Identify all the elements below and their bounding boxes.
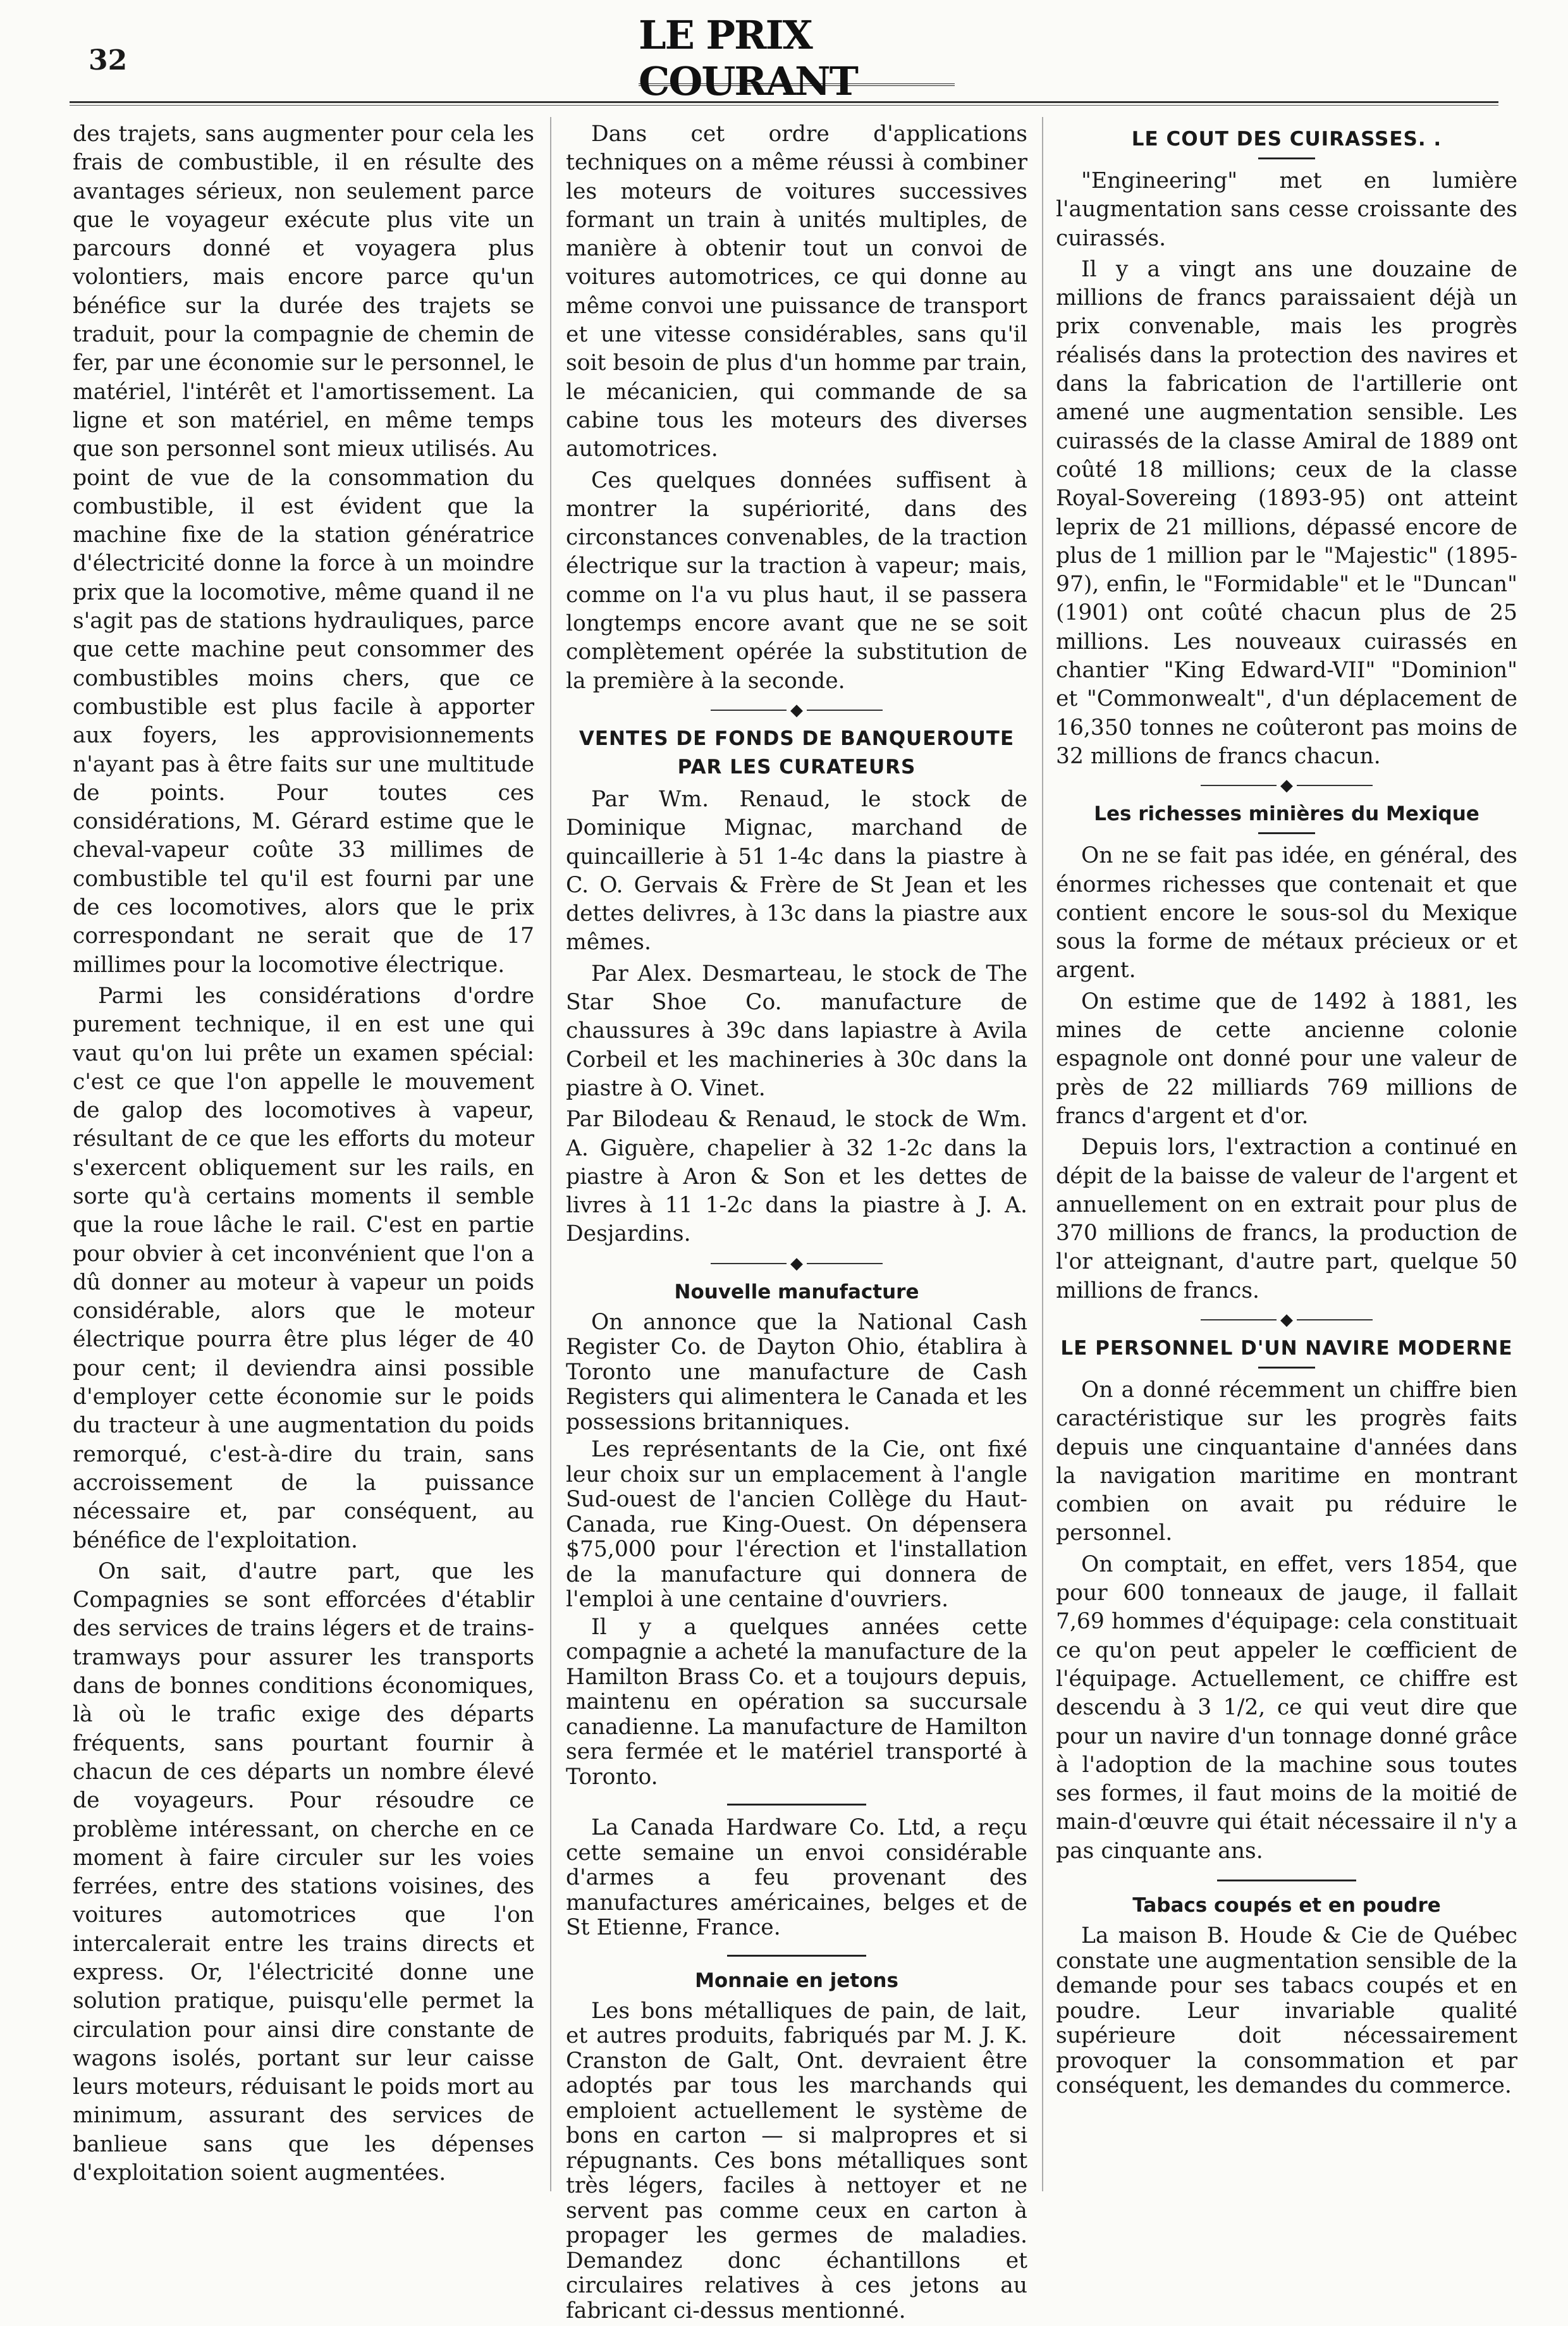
article-paragraph: La Canada Hardware Co. Ltd, a reçu cette semaine un envoi considérable d'armes a feu provenant des manufactures américaines, belges et de St Etienne, France. — [566, 1815, 1027, 1941]
section-heading-cout: LE COUT DES CUIRASSES. . — [1131, 128, 1442, 151]
section-rule — [727, 1955, 866, 1957]
section-ornament: ◆ — [1056, 777, 1517, 794]
article-paragraph: On comptait, en effet, vers 1854, que pour 600 tonneaux de jauge, il fallait 7,69 hommes d'équipage: cela constituait ce qu'on peut appeler le cœfficient de l'équipage. Actuellement, ce chiffre est descendu à 3 1/2, ce qui veut dire que pour un navire d'un tonnage donné grâce à l'adoption de la machine sous toutes ses formes, il faut moins de la moitié de main-d'œuvre qui était nécessaire il n'y a pas cinquante ans. — [1056, 1551, 1517, 1864]
article-paragraph: Depuis lors, l'extraction a continué en dépit de la baisse de valeur de l'argent et annuellement on en extrait pour plus de 370 millions de francs, la production de l'or atteignant, d'autre part, quelque 50 millions de francs. — [1056, 1135, 1517, 1303]
section-rule — [727, 1804, 866, 1806]
article-paragraph: Les représentants de la Cie, ont fixé leur choix sur un emplacement à l'angle Sud-ouest de l'ancien Collège du Haut-Canada, rue King-Ouest. On dépensera $75,000 pour l'érection et l'installation de la manufacture qui donnera de l'emploi à une centaine d'ouvriers. — [566, 1437, 1027, 1613]
section-ornament: ◆ — [566, 702, 1027, 718]
section-heading-manufacture: Nouvelle manufacture — [674, 1280, 919, 1303]
article-paragraph: des trajets, sans augmenter pour cela les frais de combustible, il en résulte des avantages sérieux, non seulement parce que le voyageur exécute plus vite un parcours donné et voyagera plus volontiers, mais encore parce qu'un bénéfice sur la durée des trajets se traduit, pour la compagnie de chemin de fer, par une économie sur le personnel, le matériel, l'intérêt et l'amortissement. La ligne et son matériel, en même temps que son personnel sont mieux utilisés. Au point de vue de la consommation du combustible, il est évident que la machine fixe de la station génératrice d'électricité donne la force à un moindre prix que la locomotive, même quand il ne s'agit pas de stations hydrauliques, parce que cette machine peut consommer des combustibles moins chers, que ce combustible est plus facile à apporter aux foyers, les approvisionnements n'ayant pas à être faits sur une multitude de points. Pour toutes ces considérations, M. Gérard estime que le cheval-vapeur coûte 33 millimes de combustible tel qu'il est fourni par une de ces locomotives, alors que le prix correspondant ne serait que de 17 millimes pour la locomotive électrique. — [73, 121, 534, 978]
section-heading-ventes: VENTES DE FONDS DE BANQUEROUTE PAR LES CURATEURS — [579, 727, 1015, 778]
article-paragraph: Par Bilodeau & Renaud, le stock de Wm. A. Giguère, chapelier à 32 1-2c dans la piastre à Aron & Son et les dettes de livres à 11 1-2c dans la piastre à J. A. Desjardins. — [566, 1107, 1027, 1247]
column-divider — [1042, 117, 1043, 2191]
section-heading-monnaie: Monnaie en jetons — [695, 1969, 898, 1992]
article-paragraph: On annonce que la National Cash Register Co. de Dayton Ohio, établira à Toronto une manufacture de Cash Registers qui alimentera le Canada et les possessions britanniques. — [566, 1309, 1027, 1435]
article-paragraph: Il y a quelques années cette compagnie a acheté la manufacture de la Hamilton Brass Co. et a toujours depuis, maintenu en opération sa succursale canadienne. La manufacture de Hamilton sera fermée et le matériel transporté à Toronto. — [566, 1614, 1027, 1790]
article-paragraph: Dans cet ordre d'applications techniques on a même réussi à combiner les moteurs de voitures successives formant un train à unités multiples, de manière à obtenir tout un convoi de voitures automotrices, ce qui donne au même convoi une puissance de transport et une vitesse considérables, sans qu'il soit besoin de plus d'un homme par train, le mécanicien, qui commande de sa cabine tous les moteurs des diverses automotrices. — [566, 121, 1027, 462]
page-number: 32 — [89, 44, 128, 77]
article-paragraph: Il y a vingt ans une douzaine de millions de francs paraissaient déjà un prix convenable, mais les progrès réalisés dans la protection des navires et dans la fabrication de l'artillerie ont amené une augmentation sensible. Les cuirassés de la classe Amiral de 1889 ont coûté 18 millions; ceux de la classe Royal-Sovereing (1893-95) ont atteint leprix de 21 millions, dépassé encore de plus de 1 million par le "Majestic" (1895-97), enfin, le "Formidable" et le "Duncan" (1901) ont coûté chacun plus de 25 millions. Les nouveaux cuirassés en chantier "King Edward-VII" "Dominion" et "Commonwealt", d'un déplacement de 16,350 tonnes ne coûteront pas moins de 32 millions de francs chacun. — [1056, 256, 1517, 769]
section-heading-mexique: Les richesses minières du Mexique — [1094, 803, 1479, 826]
section-heading-tabacs: Tabacs coupés et en poudre — [1132, 1894, 1441, 1917]
heading-rule — [1258, 157, 1315, 159]
column-1 — [73, 120, 534, 2190]
masthead-logo: LE PRIX COURANT — [639, 33, 955, 86]
header-rule — [70, 101, 1498, 106]
article-paragraph: Par Alex. Desmarteau, le stock de The Star Shoe Co. manufacture de chaussures à 39c dans lapiastre à Avila Corbeil et les machineries à 30c dans la piastre à O. Vinet. — [566, 961, 1027, 1101]
heading-rule — [1258, 832, 1315, 834]
article-paragraph: "Engineering" met en lumière l'augmentation sans cesse croissante des cuirassés. — [1056, 168, 1517, 251]
article-paragraph: Par Wm. Renaud, le stock de Dominique Mignac, marchand de quincaillerie à 51 1-4c dans la piastre à C. O. Gervais & Frère de St Jean et les dettes delivres, à 13c dans la piastre aux mêmes. — [566, 786, 1027, 956]
article-paragraph: On a donné récemment un chiffre bien caractéristique sur les progrès faits depuis une cinquantaine d'années dans la navigation maritime en montrant combien on avait pu réduire le personnel. — [1056, 1377, 1517, 1546]
article-paragraph: La maison B. Houde & Cie de Québec constate une augmentation sensible de la demande pour ses tabacs coupés et en poudre. Leur invariable qualité supérieure doit nécessairement provoquer la consommation et par conséquent, les demandes du commerce. — [1056, 1923, 1517, 2099]
article-paragraph: On ne se fait pas idée, en général, des énormes richesses que contenait et que contient encore le sous-sol du Mexique sous la forme de métaux précieux or et argent. — [1056, 843, 1517, 983]
section-ornament: ◆ — [566, 1255, 1027, 1272]
section-heading-personnel: LE PERSONNEL D'UN NAVIRE MODERNE — [1060, 1336, 1513, 1360]
article-paragraph: Parmi les considérations d'ordre purement technique, il en est une qui vaut qu'on lui prête un examen spécial: c'est ce que l'on appelle le mouvement de galop des locomotives à vapeur, résultant de ce que les efforts du moteur s'exercent obliquement sur les rails, en sorte qu'à certains moments il semble que la roue lâche le rail. C'est en partie pour obvier à cet inconvénient que l'on a dû donner au moteur à vapeur un poids considérable, alors que le moteur électrique pourra être plus léger de 40 pour cent; il deviendra ainsi possible d'employer cette économie sur le poids du tracteur à une augmentation du poids remorqué, c'est-à-dire du train, sans accroissement de la puissance nécessaire et, par conséquent, au bénéfice de l'exploitation. — [73, 983, 534, 1553]
article-paragraph: On sait, d'autre part, que les Compagnies se sont efforcées d'établir des services de trains légers et de trains-tramways pour assurer les transports dans de bonnes conditions économiques, là où le trafic exige des départs fréquents, sans pourtant fournir à chacun de ces départs un nombre élevé de voyageurs. Pour résoudre ce problème intéressant, on cherche en ce moment à faire circuler sur les voies ferrées, entre des stations voisines, des voitures automotrices que l'on intercalerait entre les trains directs et express. Or, l'électricité donne une solution pratique, puisqu'elle permet la circulation pour ainsi dire constante de wagons isolés, portant sur leur caisse leurs moteurs, réduisant le poids mort au minimum, assurant des services de banlieue sans que les dépenses d'exploitation soient augmentées. — [73, 1558, 534, 2186]
article-paragraph: Les bons métalliques de pain, de lait, et autres produits, fabriqués par M. J. K. Cranston de Galt, Ont. devraient être adoptés par tous les marchands qui emploient actuellement le système de bons en carton — si malpropres et si répugnants. Ces bons métalliques sont très légers, faciles à nettoyer et ne servent pas comme ceux en carton à propager les germes de maladies. Demandez donc échantillons et circulaires relatives à ces jetons au fabricant ci-dessus mentionné. — [566, 1998, 1027, 2323]
article-paragraph: On estime que de 1492 à 1881, les mines de cette ancienne colonie espagnole ont donné pour une valeur de près de 22 milliards 769 millions de francs d'argent et d'or. — [1056, 988, 1517, 1129]
column-3 — [1056, 120, 1517, 2101]
column-divider — [550, 117, 551, 2191]
section-rule — [1217, 1880, 1356, 1881]
heading-rule — [1258, 1367, 1315, 1369]
column-2 — [566, 120, 1027, 2326]
article-paragraph: Ces quelques données suffisent à montrer la supériorité, dans des circonstances convenables, de la traction électrique sur la traction à vapeur; mais, comme on l'a vu plus haut, il se passera longtemps encore avant que ne se soit complètement opérée la substitution de la première à la seconde. — [566, 467, 1027, 694]
section-ornament: ◆ — [1056, 1312, 1517, 1328]
